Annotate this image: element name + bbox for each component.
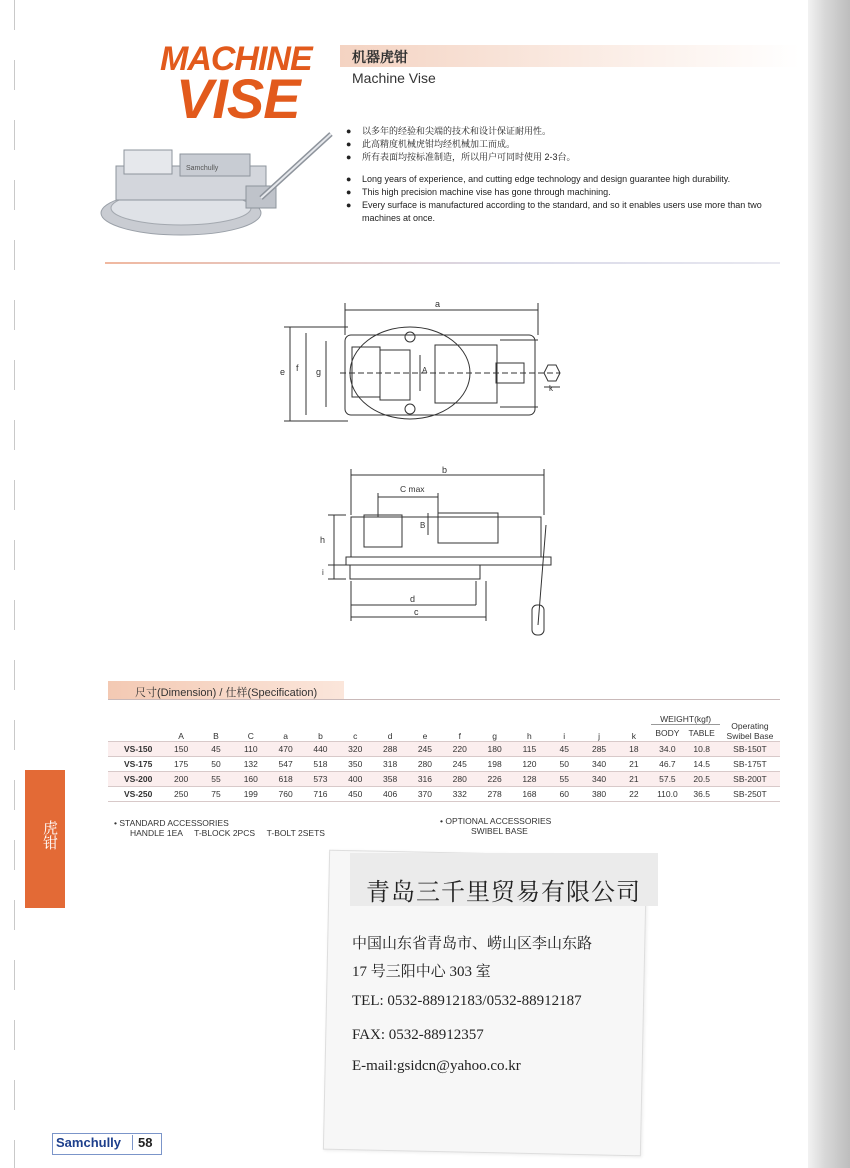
cell: 110 [233, 742, 268, 757]
cell: 200 [164, 772, 199, 787]
cell: 132 [243, 759, 258, 769]
page-edge-shadow [808, 0, 850, 1168]
header-g: g [492, 731, 497, 741]
header-B: B [213, 731, 219, 741]
row-model: VS-250 [124, 789, 153, 799]
cell: 350 [348, 759, 363, 769]
cell-weight-body: 34.0 [651, 742, 683, 757]
header-d: d [387, 731, 393, 741]
dim-label-k: k [549, 384, 553, 393]
cell: 180 [477, 742, 512, 757]
cell: 618 [268, 772, 303, 787]
cell: 470 [268, 742, 303, 757]
product-photo [96, 128, 336, 248]
cell: 45 [547, 742, 582, 757]
feature-list [346, 125, 776, 225]
footer-brand: Samchully [56, 1135, 122, 1150]
cell-weight-body: 46.7 [659, 759, 676, 769]
header-A: A [178, 731, 184, 741]
side-view-drawing [316, 465, 566, 645]
cell: 340 [582, 772, 617, 787]
optional-accessories-title: • OPTIONAL ACCESSORIES [440, 816, 552, 826]
cell: 278 [487, 789, 502, 799]
header-model [108, 706, 164, 742]
table-row [108, 787, 780, 802]
cell: 406 [383, 789, 398, 799]
cell: 400 [338, 772, 373, 787]
cell: 60 [559, 789, 569, 799]
dim-label-h: h [320, 535, 326, 545]
header-k: k [631, 731, 637, 741]
cell: 380 [591, 789, 607, 799]
cell: 168 [522, 789, 537, 799]
title-chinese: 机器虎钳 [352, 49, 408, 65]
cell: 245 [408, 742, 443, 757]
cell: 22 [629, 789, 639, 799]
cell-base: SB-200T [720, 772, 780, 787]
cell-weight-body: 110.0 [657, 789, 678, 799]
feature-cn-1: ● 以多年的经验和尖端的技术和设计保证耐用性。 [346, 125, 776, 138]
cell: 332 [452, 789, 467, 799]
dim-label-e: e [280, 367, 286, 377]
cell: 55 [199, 772, 234, 787]
top-view-drawing [270, 295, 580, 435]
cell: 120 [522, 759, 537, 769]
title-band [340, 45, 800, 67]
cell: 50 [559, 759, 569, 769]
cell-weight-table: 20.5 [683, 772, 719, 787]
brand-title-line1: MACHINE [160, 40, 312, 78]
header-a: a [283, 731, 288, 741]
dim-label-B: B [420, 521, 426, 530]
cell: 220 [442, 742, 477, 757]
cell: 450 [348, 789, 363, 799]
header-f: f [458, 731, 461, 741]
cell: 18 [616, 742, 651, 757]
cell: 358 [373, 772, 408, 787]
header-base-line1: Operating [731, 721, 769, 731]
section-divider [105, 262, 780, 264]
cell: 716 [313, 789, 328, 799]
card-tel: TEL: 0532-88912183/0532-88912187 [352, 993, 582, 1009]
header-weight-body: BODY [655, 728, 680, 738]
dim-label-c: c [414, 607, 419, 617]
page-number: 58 [132, 1135, 152, 1150]
cell: 280 [417, 759, 433, 769]
cell: 280 [442, 772, 477, 787]
cell: 518 [313, 759, 328, 769]
feature-en-2: ● This high precision machine vise has gone through machining. [346, 186, 776, 199]
table-row [108, 742, 780, 757]
header-C: C [247, 731, 254, 741]
cell: 160 [233, 772, 268, 787]
cell: 250 [174, 789, 189, 799]
cell: 320 [338, 742, 373, 757]
cell-weight-table: 36.5 [693, 789, 710, 799]
row-model: VS-150 [108, 742, 164, 757]
table-row [108, 757, 780, 772]
cell: 75 [211, 789, 221, 799]
table-row [108, 772, 780, 787]
cell-weight-table: 10.8 [683, 742, 719, 757]
cell: 50 [211, 759, 221, 769]
cell: 318 [383, 759, 398, 769]
row-model: VS-200 [108, 772, 164, 787]
spec-title: 尺寸(Dimension) / 仕样(Specification) [135, 687, 318, 699]
cell: 760 [278, 789, 293, 799]
card-fax: FAX: 0532-88912357 [352, 1027, 484, 1043]
header-j: j [598, 731, 601, 741]
header-c: c [353, 731, 358, 741]
standard-accessories-items: HANDLE 1EA T-BLOCK 2PCS T-BOLT 2SETS [130, 828, 325, 838]
spec-title-rule [108, 699, 780, 700]
header-weight-table: TABLE [688, 728, 715, 738]
cell: 45 [199, 742, 234, 757]
card-address-2: 17 号三阳中心 303 室 [352, 964, 491, 980]
side-tab-label: 虎钳 [41, 820, 58, 850]
dim-label-g: g [316, 367, 322, 377]
cell: 245 [452, 759, 467, 769]
title-english: Machine Vise [352, 70, 436, 86]
header-h: h [527, 731, 532, 741]
cell: 21 [629, 759, 639, 769]
feature-en-3: ● Every surface is manufactured according to the standard, and so it enables users use more than two machines at once. [346, 199, 776, 225]
standard-accessories-title: • STANDARD ACCESSORIES [114, 818, 229, 828]
cell: 288 [373, 742, 408, 757]
card-address-1: 中国山东省青岛市、崂山区李山东路 [352, 936, 593, 952]
dim-label-a: a [435, 299, 441, 309]
cell: 340 [591, 759, 607, 769]
feature-cn-2: ● 此高精度机械虎钳均经机械加工而成。 [346, 138, 776, 151]
cell: 198 [487, 759, 502, 769]
cell: 440 [303, 742, 338, 757]
cell: 21 [616, 772, 651, 787]
cell: 226 [477, 772, 512, 787]
cell-weight-body: 57.5 [651, 772, 683, 787]
cell-base: SB-150T [720, 742, 780, 757]
header-b: b [318, 731, 323, 741]
dim-label-f: f [296, 363, 299, 373]
cell: 370 [417, 789, 433, 799]
cell-weight-table: 14.5 [693, 759, 710, 769]
dim-label-b: b [442, 465, 448, 475]
cell: 115 [512, 742, 547, 757]
header-base-line2: Swibel Base [726, 731, 774, 741]
cell-base: SB-250T [733, 789, 767, 799]
cell: 55 [547, 772, 582, 787]
cell: 199 [243, 789, 258, 799]
card-email: E-mail:gsidcn@yahoo.co.kr [352, 1058, 521, 1074]
cell: 547 [278, 759, 293, 769]
spec-table [108, 706, 780, 802]
header-e: e [422, 731, 428, 741]
row-model: VS-175 [124, 759, 153, 769]
feature-cn-3: ● 所有表面均按标准制造，所以用户可同时使用 2-3台。 [346, 151, 776, 164]
cell: 285 [582, 742, 617, 757]
dim-label-d: d [410, 594, 416, 604]
header-base [720, 706, 780, 742]
optional-accessories-items: SWIBEL BASE [471, 826, 528, 836]
header-i: i [563, 731, 566, 741]
cell: 175 [174, 759, 189, 769]
svg-text:Samchully: Samchully [186, 165, 219, 172]
feature-en-1: ● Long years of experience, and cutting edge technology and design guarantee high durability. [346, 173, 776, 186]
cell: 128 [512, 772, 547, 787]
cell: 150 [164, 742, 199, 757]
binding-line [14, 0, 15, 1168]
dim-label-cmax: C max [400, 484, 425, 494]
header-weight: WEIGHT(kgf) [651, 706, 720, 725]
cell: 316 [408, 772, 443, 787]
brand-title-line2: VISE [176, 67, 300, 130]
dim-label-A: A [422, 366, 428, 375]
cell-base: SB-175T [733, 759, 767, 769]
card-company-name: 青岛三千里贸易有限公司 [366, 878, 641, 906]
dim-label-i: i [322, 568, 324, 577]
cell: 573 [303, 772, 338, 787]
